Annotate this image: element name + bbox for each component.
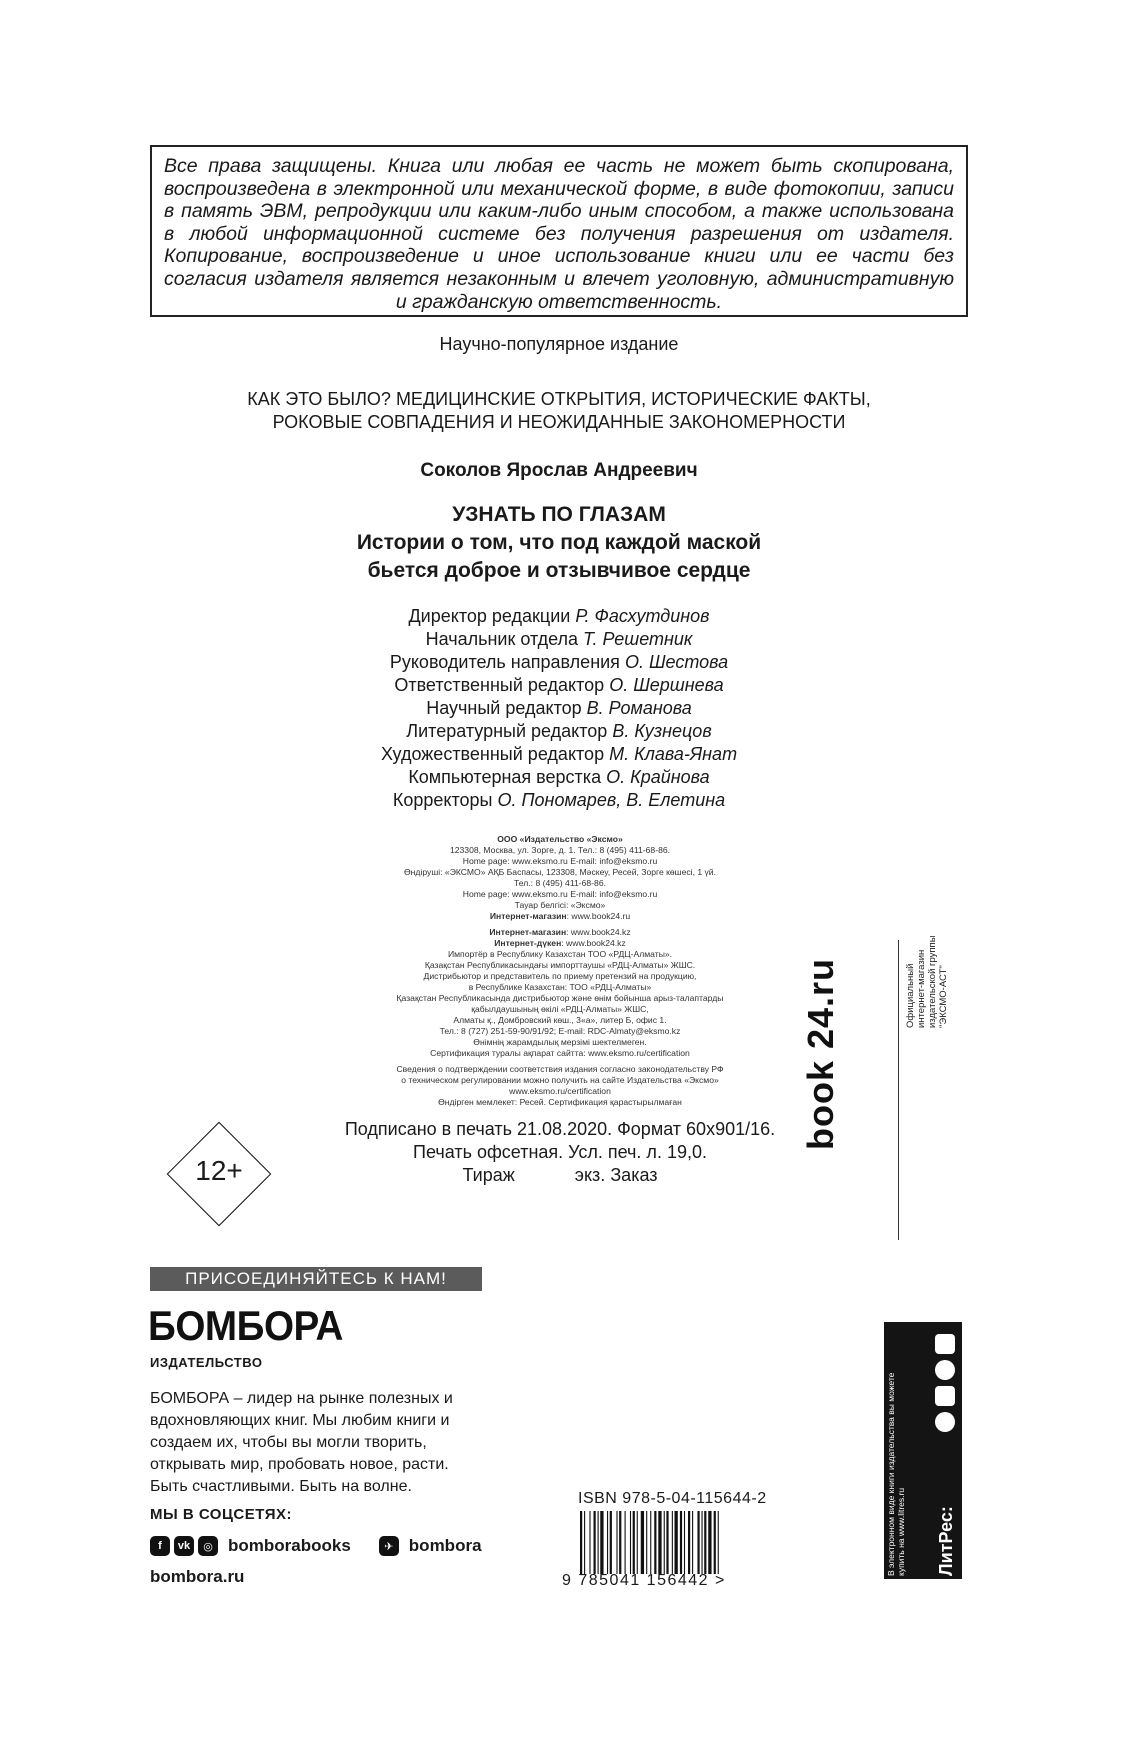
book24-divider <box>898 940 899 1240</box>
book-title-line-3: бьется доброе и отзывчивое сердце <box>367 559 751 582</box>
brand-subtitle: ИЗДАТЕЛЬСТВО <box>150 1355 263 1370</box>
social-title: МЫ В СОЦСЕТЯХ: <box>150 1506 293 1523</box>
credit-role: Литературный редактор <box>406 721 608 741</box>
social-links <box>150 1536 506 1556</box>
isbn-label: ISBN 978-5-04-115644-2 <box>578 1490 767 1507</box>
imprint-web: Home page: www.eksmo.ru E-mail: info@eksmo.ru <box>462 856 658 866</box>
imprint-address: 123308, Москва, ул. Зорге, д. 1. Тел.: 8 (495) 411-68-86. <box>449 845 671 855</box>
credit-role: Корректоры <box>392 790 493 810</box>
print-info <box>300 1118 820 1187</box>
credit-person: Р. Фасхутдинов <box>575 606 710 626</box>
publisher-imprint <box>330 834 790 1108</box>
shop-link[interactable]: : www.book24.kz <box>561 938 626 948</box>
litres-text-line[interactable]: купить на www.litres.ru <box>896 1487 906 1576</box>
author-name: Соколов Ярослав Андреевич <box>420 460 698 481</box>
book24-caption-line: интернет-магазин <box>916 949 927 1028</box>
imprint-shop-kz2 <box>330 938 790 949</box>
credit-person: М. Клава-Янат <box>609 744 738 764</box>
shop-label: Интернет-магазин <box>489 911 567 921</box>
barcode-icon <box>578 1511 763 1574</box>
imprint-importer: Импортёр в Республику Казахстан ТОО «РДЦ-Алматы». <box>447 949 673 959</box>
litres-logo: ЛитРес: <box>936 1506 956 1576</box>
imprint-kz-web: Home page: www.eksmo.ru E-mail: info@eksmo.ru <box>462 889 658 899</box>
credit-person: Т. Решетник <box>583 629 693 649</box>
edition-type: Научно-популярное издание <box>439 334 679 354</box>
litres-text <box>886 1326 906 1576</box>
imprint-almaty-address: Алматы қ., Домбровский көш., 3«а», литер Б, офис 1. <box>453 1015 667 1025</box>
imprint-origin: Өндірген мемлекет: Ресей. Сертификация қарастырылмаған <box>438 1097 682 1107</box>
windows-icon <box>935 1334 955 1354</box>
social-handle-telegram[interactable]: bombora <box>408 1536 482 1555</box>
credit-role: Научный редактор <box>426 698 582 718</box>
apple-icon <box>935 1412 955 1432</box>
imprint-importer-kz: Қазақстан Республикасындағы импорттаушы «РДЦ-Алматы» ЖШС. <box>424 960 696 970</box>
credit-row <box>150 628 968 651</box>
credit-role: Компьютерная верстка <box>408 767 602 787</box>
series-title <box>150 388 968 434</box>
age-rating-label: 12+ <box>195 1155 243 1186</box>
imprint-shop-ru <box>330 911 790 922</box>
shop-link[interactable]: : www.book24.ru <box>566 911 631 921</box>
telegram-icon[interactable]: ✈ <box>379 1536 399 1556</box>
facebook-icon[interactable]: f <box>150 1536 170 1556</box>
globe-icon <box>935 1360 955 1380</box>
credit-person: В. Кузнецов <box>612 721 712 741</box>
imprint-publisher: ООО «Издательство «Эксмо» <box>497 834 623 844</box>
instagram-icon[interactable]: ◎ <box>198 1536 218 1556</box>
imprint-shop-kz <box>330 927 790 938</box>
imprint-kz-brand: Тауар белгісі: «Эксмо» <box>514 900 606 910</box>
store-icons <box>932 1334 958 1432</box>
credit-row <box>150 651 968 674</box>
litres-text-line: В электронном виде книги издательства вы можете <box>886 1372 896 1576</box>
imprint-distributor-2: в Республике Казахстан: ТОО «РДЦ-Алматы» <box>468 982 652 992</box>
book-title-line-2: Истории о том, что под каждой маской <box>356 531 762 554</box>
credit-row <box>150 766 968 789</box>
shop-label: Интернет-магазин <box>489 927 567 937</box>
credit-row <box>150 605 968 628</box>
imprint-cert-kz: Сертификация туралы ақпарат сайтта: www.eksmo.ru/certification <box>430 1048 690 1058</box>
credit-role: Художественный редактор <box>380 744 605 764</box>
book24-caption-line: "ЭКСМО-АСТ" <box>938 965 949 1028</box>
credit-role: Начальник отдела <box>425 629 579 649</box>
credit-row <box>150 674 968 697</box>
website-link[interactable]: bombora.ru <box>150 1567 245 1586</box>
credit-role: Директор редакции <box>408 606 571 626</box>
barcode-digits: 9 785041 156442 > <box>562 1572 726 1589</box>
series-line-2: РОКОВЫЕ СОВПАДЕНИЯ И НЕОЖИДАННЫЕ ЗАКОНОМЕРНОСТИ <box>272 412 846 432</box>
credit-role: Руководитель направления <box>389 652 620 672</box>
credit-person: О. Пономарев, В. Елетина <box>497 790 726 810</box>
imprint-distributor: Дистрибьютор и представитель по приему претензий на продукцию, <box>423 971 697 981</box>
rights-notice-box <box>150 145 968 317</box>
book-title <box>150 501 968 585</box>
imprint-kz-phone: Тел.: 8 (495) 411-68-86. <box>514 878 606 888</box>
print-info-line-3 <box>300 1164 820 1187</box>
imprint-cert-ru-2: о техническом регулировании можно получить на сайте Издательства «Эксмо» <box>401 1075 719 1085</box>
imprint-validity: Өнімнің жарамдылық мерзімі шектелмеген. <box>473 1037 647 1047</box>
imprint-cert-ru-3: www.eksmo.ru/certification <box>509 1086 611 1096</box>
imprint-cert-ru: Сведения о подтверждении соответствия издания согласно законодательству РФ <box>396 1064 724 1074</box>
imprint-kz-maker: Өндіруші: «ЭКСМО» АҚБ Баспасы, 123308, Мәскеу, Ресей, Зорге көшесі, 1 үй. <box>404 867 716 877</box>
vk-icon[interactable]: vk <box>174 1536 194 1556</box>
credit-row <box>150 697 968 720</box>
print-run-label: Тираж <box>462 1165 515 1185</box>
order-label: экз. Заказ <box>574 1165 658 1185</box>
book24-caption-line: издательской группы <box>927 935 938 1028</box>
book-title-line-1: УЗНАТЬ ПО ГЛАЗАМ <box>452 503 666 526</box>
imprint-distributor-kz: Қазақстан Республикасында дистрибьютор және өнім бойынша арыз-талаптарды <box>396 993 724 1003</box>
social-handle-main[interactable]: bomborabooks <box>228 1536 351 1555</box>
brand-description: БОМБОРА – лидер на рынке полезных и вдохновляющих книг. Мы любим книги и создаем их, чтобы вы могли творить, открывать мир, пробовать новое, расти. Быть счастливыми. Быть на волне. <box>150 1390 453 1495</box>
credit-person: О. Шестова <box>624 652 729 672</box>
credit-person: В. Романова <box>586 698 692 718</box>
print-info-line-1: Подписано в печать 21.08.2020. Формат 60х901/16. <box>344 1119 776 1139</box>
join-us-banner: ПРИСОЕДИНЯЙТЕСЬ К НАМ! <box>150 1267 482 1291</box>
shop-label: Интернет-дүкен <box>494 938 562 948</box>
credit-row <box>150 789 968 812</box>
credits-list <box>150 605 968 812</box>
credit-row <box>150 743 968 766</box>
series-line-1: КАК ЭТО БЫЛО? МЕДИЦИНСКИЕ ОТКРЫТИЯ, ИСТОРИЧЕСКИЕ ФАКТЫ, <box>247 389 871 409</box>
credit-role: Ответственный редактор <box>394 675 605 695</box>
credit-row <box>150 720 968 743</box>
book24-caption <box>905 918 949 1028</box>
rights-notice-text: Все права защищены. Книга или любая ее часть не может быть скопирована, воспроизведена в электронной или механической форме, в виде фотокопии, записи в память ЭВМ, репродукции или каким-либо иным способом, а также использована в любой информационной системе без получения разрешения от издателя. Копирование, воспроизведение и иное использование книги или ее части без согласия издателя является незаконным и влечет уголовную, административную и гражданскую ответственность. <box>164 155 954 313</box>
android-icon <box>935 1386 955 1406</box>
credit-person: О. Шершнева <box>609 675 724 695</box>
print-info-line-2: Печать офсетная. Усл. печ. л. 19,0. <box>413 1142 707 1162</box>
imprint-distributor-kz-2: қабылдаушының өкілі «РДЦ-Алматы» ЖШС, <box>471 1004 649 1014</box>
credit-person: О. Крайнова <box>606 767 710 787</box>
book24-logo[interactable]: book 24.ru <box>800 957 841 1150</box>
shop-link[interactable]: : www.book24.kz <box>566 927 631 937</box>
book24-caption-line: Официальный <box>905 963 916 1028</box>
brand-logo: БОМБОРА <box>148 1302 343 1349</box>
imprint-almaty-contacts: Тел.: 8 (727) 251-59-90/91/92; E-mail: RDC-Almaty@eksmo.kz <box>439 1026 681 1036</box>
